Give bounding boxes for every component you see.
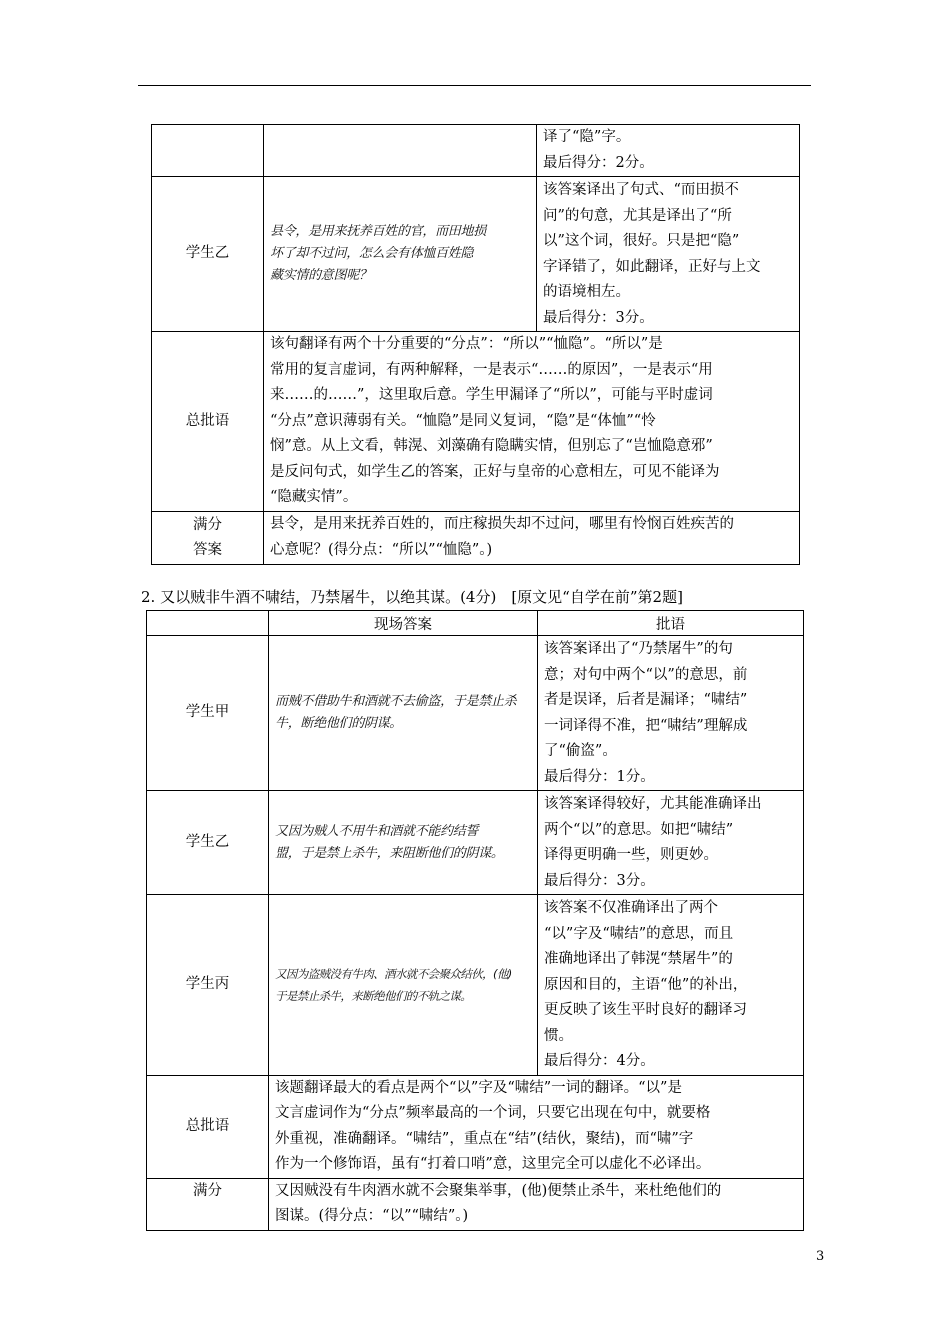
summary-label: 总批语 — [147, 1075, 269, 1178]
student-answer-handwriting — [269, 636, 538, 791]
comment-cell: 译了“隐”字。 最后得分：2分。 — [537, 125, 800, 177]
student-answer-handwriting — [269, 895, 538, 1076]
full-marks-row — [147, 1178, 804, 1230]
row-label: 学生甲 — [147, 636, 269, 791]
comment-cell: 该答案译出了“乃禁屠牛”的句 意；对句中两个“以”的意思，前 者是误译，后者是漏译；“啸结” 一词译得不准，把“啸结”理解成 了“偷盗”。 最后得分：1分。 — [538, 636, 804, 791]
header-blank — [147, 611, 269, 636]
full-marks-answer: 又因贼没有牛肉酒水就不会聚集举事，(他)便禁止杀牛，来杜绝他们的 图谋。(得分点：“以”“啸结”。) — [269, 1178, 804, 1230]
table-row — [152, 177, 800, 332]
question-2: 2. 又以贼非牛酒不啸结，乃禁屠牛，以绝其谋。(4分) [原文见“自学在前”第2题] — [141, 588, 683, 606]
page-number: 3 — [816, 1249, 825, 1264]
comment-cell: 该答案译得较好，尤其能准确译出 两个“以”的意思。如把“啸结” 译得更明确一些，则更妙。 最后得分：3分。 — [538, 791, 804, 895]
summary-row — [147, 1075, 804, 1178]
header-answer: 现场答案 — [269, 611, 538, 636]
student-answer-handwriting — [269, 791, 538, 895]
full-marks-label: 满分 答案 — [152, 512, 264, 565]
grading-table-2 — [146, 610, 804, 1231]
handwritten-answer: 又因为贼人不用牛和酒就不能约结誓 盟，于是禁上杀牛，来阻断他们的阴谋。 — [275, 823, 504, 861]
handwritten-answer: 又因为盗贼没有牛肉、酒水就不会聚众结伙，(他) 于是禁止杀牛，来断绝他们的不轨之谋。 — [275, 966, 512, 1003]
row-label — [152, 125, 264, 177]
summary-row — [152, 332, 800, 512]
table-row — [152, 125, 800, 177]
table-row — [147, 895, 804, 1076]
summary-comment: 该题翻译最大的看点是两个“以”字及“啸结”一词的翻译。“以”是 文言虚词作为“分点”频率最高的一个词，只要它出现在句中，就要格 外重视，准确翻译。“啸结”，重点在“结”(结伙，聚结)，而“啸”字 作为一个修饰语，虽有“打着口哨”意，这里完全可以虚化不必译出。 — [269, 1075, 804, 1178]
full-marks-row — [152, 512, 800, 565]
grading-table-1 — [151, 124, 800, 565]
table-header-row — [147, 611, 804, 636]
handwritten-answer: 县令，是用来抚养百姓的官，而田地损 坏了却不过问，怎么会有体恤百姓隐 藏实情的意图呢？ — [270, 224, 486, 283]
table-row — [147, 791, 804, 895]
header-comment: 批语 — [538, 611, 804, 636]
comment-cell: 该答案不仅准确译出了两个 “以”字及“啸结”的意思，而且 准确地译出了韩滉“禁屠牛”的 原因和目的，主语“他”的补出， 更反映了该生平时良好的翻译习 惯。 最后得分：4分。 — [538, 895, 804, 1076]
summary-label: 总批语 — [152, 332, 264, 512]
student-answer-cell — [264, 125, 537, 177]
header-rule — [138, 85, 811, 86]
full-marks-answer: 县令，是用来抚养百姓的，而庄稼损失却不过问，哪里有怜悯百姓疾苦的 心意呢？(得分点：“所以”“恤隐”。) — [264, 512, 800, 565]
student-answer-handwriting — [264, 177, 537, 332]
full-marks-label: 满分 — [147, 1178, 269, 1230]
table-row — [147, 636, 804, 791]
row-label: 学生乙 — [152, 177, 264, 332]
row-label: 学生乙 — [147, 791, 269, 895]
row-label: 学生丙 — [147, 895, 269, 1076]
comment-cell: 该答案译出了句式、“而田损不 问”的句意，尤其是译出了“所 以”这个词，很好。只是把“隐” 字译错了，如此翻译，正好与上文 的语境相左。 最后得分：3分。 — [537, 177, 800, 332]
handwritten-answer: 而贼不借助牛和酒就不去偷盗，于是禁止杀 牛，断绝他们的阴谋。 — [275, 694, 517, 731]
summary-comment: 该句翻译有两个十分重要的“分点”：“所以”“恤隐”。“所以”是 常用的复言虚词，有两种解释，一是表示“……的原因”，一是表示“用 来……的……”，这里取后意。学生甲漏译了“所以”，可能与平时虚词 “分点”意识薄弱有关。“恤隐”是同义复词，“隐”是“体恤”“怜 悯”意。从上文看，韩滉、刘藻确有隐瞒实情，但别忘了“岂恤隐意邪” 是反问句式，如学生乙的答案，正好与皇帝的心意相左，可见不能译为 “隐藏实情”。 — [264, 332, 800, 512]
